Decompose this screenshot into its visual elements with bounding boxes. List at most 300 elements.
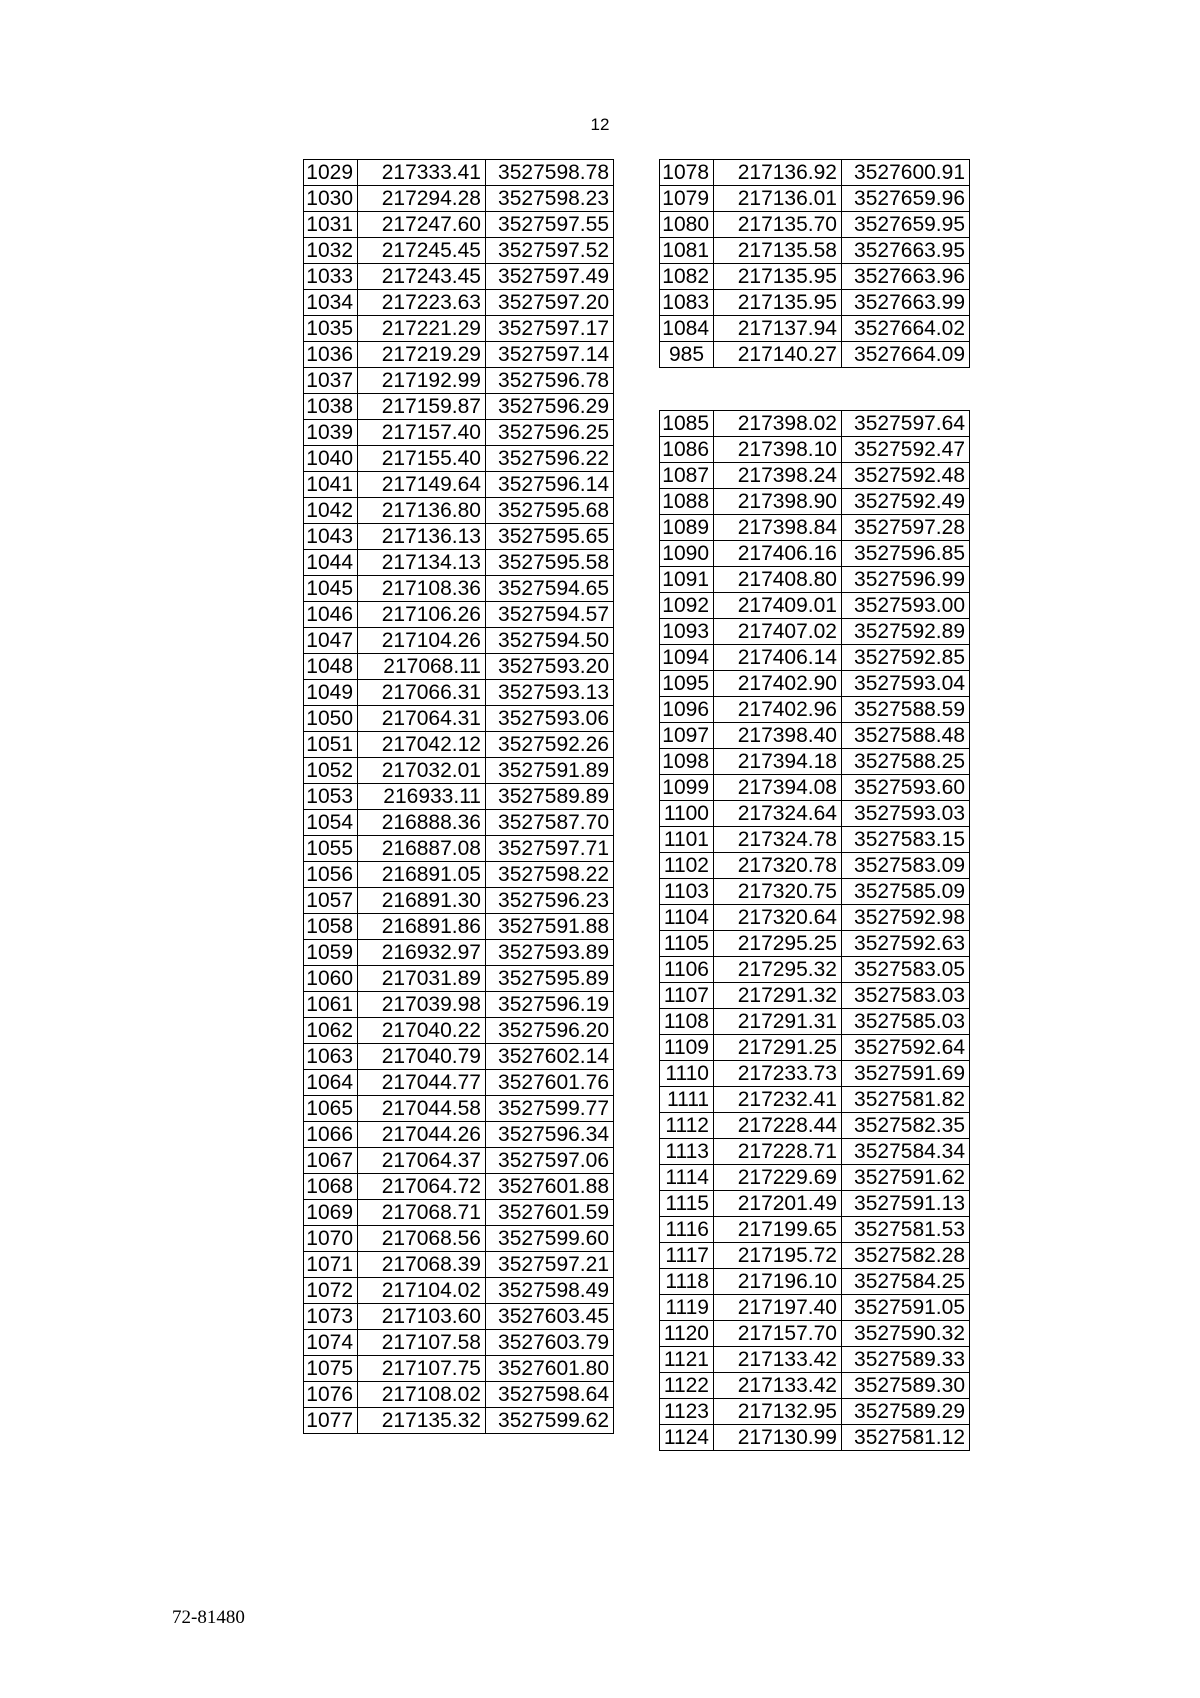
point-id-cell: 1032 [304, 238, 358, 264]
table-row [304, 1330, 614, 1356]
x-coordinate-cell: 217324.64 [714, 801, 842, 827]
point-id-cell: 1120 [660, 1321, 714, 1347]
x-coordinate-cell: 217064.72 [358, 1174, 486, 1200]
y-coordinate-cell: 3527599.60 [486, 1226, 614, 1252]
point-id-cell: 1034 [304, 290, 358, 316]
y-coordinate-cell: 3527592.49 [842, 489, 970, 515]
point-id-cell: 1033 [304, 264, 358, 290]
y-coordinate-cell: 3527593.03 [842, 801, 970, 827]
y-coordinate-cell: 3527588.25 [842, 749, 970, 775]
y-coordinate-cell: 3527601.76 [486, 1070, 614, 1096]
y-coordinate-cell: 3527584.25 [842, 1269, 970, 1295]
point-id-cell: 1060 [304, 966, 358, 992]
y-coordinate-cell: 3527583.09 [842, 853, 970, 879]
table-row [660, 1191, 970, 1217]
table-row [304, 394, 614, 420]
y-coordinate-cell: 3527587.70 [486, 810, 614, 836]
table-row [304, 472, 614, 498]
y-coordinate-cell: 3527596.23 [486, 888, 614, 914]
y-coordinate-cell: 3527598.78 [486, 160, 614, 186]
y-coordinate-cell: 3527594.50 [486, 628, 614, 654]
y-coordinate-cell: 3527589.29 [842, 1399, 970, 1425]
table-row [660, 1217, 970, 1243]
y-coordinate-cell: 3527598.64 [486, 1382, 614, 1408]
y-coordinate-cell: 3527663.99 [842, 290, 970, 316]
table-row [304, 940, 614, 966]
point-id-cell: 1029 [304, 160, 358, 186]
point-id-cell: 1117 [660, 1243, 714, 1269]
x-coordinate-cell: 217233.73 [714, 1061, 842, 1087]
y-coordinate-cell: 3527596.14 [486, 472, 614, 498]
table-row [304, 680, 614, 706]
point-id-cell: 1109 [660, 1035, 714, 1061]
point-id-cell: 1043 [304, 524, 358, 550]
table-row [304, 888, 614, 914]
y-coordinate-cell: 3527598.49 [486, 1278, 614, 1304]
y-coordinate-cell: 3527595.58 [486, 550, 614, 576]
y-coordinate-cell: 3527592.98 [842, 905, 970, 931]
y-coordinate-cell: 3527599.77 [486, 1096, 614, 1122]
point-id-cell: 1101 [660, 827, 714, 853]
point-id-cell: 1113 [660, 1139, 714, 1165]
table-row [304, 1096, 614, 1122]
coordinates-table-right-bottom [659, 410, 970, 1451]
x-coordinate-cell: 217135.95 [714, 264, 842, 290]
x-coordinate-cell: 217031.89 [358, 966, 486, 992]
y-coordinate-cell: 3527593.60 [842, 775, 970, 801]
x-coordinate-cell: 217149.64 [358, 472, 486, 498]
y-coordinate-cell: 3527593.89 [486, 940, 614, 966]
table-row [660, 238, 970, 264]
point-id-cell: 1107 [660, 983, 714, 1009]
y-coordinate-cell: 3527581.82 [842, 1087, 970, 1113]
point-id-cell: 1123 [660, 1399, 714, 1425]
table-row [660, 905, 970, 931]
point-id-cell: 1108 [660, 1009, 714, 1035]
table-row [304, 368, 614, 394]
point-id-cell: 1030 [304, 186, 358, 212]
x-coordinate-cell: 217135.95 [714, 290, 842, 316]
point-id-cell: 1095 [660, 671, 714, 697]
x-coordinate-cell: 217103.60 [358, 1304, 486, 1330]
point-id-cell: 1045 [304, 576, 358, 602]
y-coordinate-cell: 3527583.03 [842, 983, 970, 1009]
y-coordinate-cell: 3527596.99 [842, 567, 970, 593]
table-row [304, 1070, 614, 1096]
y-coordinate-cell: 3527590.32 [842, 1321, 970, 1347]
point-id-cell: 1037 [304, 368, 358, 394]
table-row [660, 1087, 970, 1113]
y-coordinate-cell: 3527598.22 [486, 862, 614, 888]
y-coordinate-cell: 3527597.06 [486, 1148, 614, 1174]
table-row [660, 775, 970, 801]
y-coordinate-cell: 3527591.62 [842, 1165, 970, 1191]
y-coordinate-cell: 3527593.06 [486, 706, 614, 732]
y-coordinate-cell: 3527596.20 [486, 1018, 614, 1044]
table-row [660, 1347, 970, 1373]
y-coordinate-cell: 3527599.62 [486, 1408, 614, 1434]
x-coordinate-cell: 217195.72 [714, 1243, 842, 1269]
x-coordinate-cell: 217398.40 [714, 723, 842, 749]
point-id-cell: 1083 [660, 290, 714, 316]
point-id-cell: 1047 [304, 628, 358, 654]
point-id-cell: 1061 [304, 992, 358, 1018]
point-id-cell: 1111 [660, 1087, 714, 1113]
table-row [304, 602, 614, 628]
y-coordinate-cell: 3527591.69 [842, 1061, 970, 1087]
x-coordinate-cell: 217135.32 [358, 1408, 486, 1434]
table-row [304, 160, 614, 186]
table-row [304, 628, 614, 654]
y-coordinate-cell: 3527592.89 [842, 619, 970, 645]
table-row [660, 1113, 970, 1139]
y-coordinate-cell: 3527596.29 [486, 394, 614, 420]
y-coordinate-cell: 3527600.91 [842, 160, 970, 186]
y-coordinate-cell: 3527601.88 [486, 1174, 614, 1200]
table-row [304, 1148, 614, 1174]
table-row [660, 567, 970, 593]
x-coordinate-cell: 217044.26 [358, 1122, 486, 1148]
point-id-cell: 1097 [660, 723, 714, 749]
x-coordinate-cell: 217136.01 [714, 186, 842, 212]
point-id-cell: 1116 [660, 1217, 714, 1243]
point-id-cell: 1082 [660, 264, 714, 290]
x-coordinate-cell: 217134.13 [358, 550, 486, 576]
point-id-cell: 1124 [660, 1425, 714, 1451]
point-id-cell: 1062 [304, 1018, 358, 1044]
y-coordinate-cell: 3527585.03 [842, 1009, 970, 1035]
x-coordinate-cell: 217228.44 [714, 1113, 842, 1139]
table-row [304, 992, 614, 1018]
point-id-cell: 1099 [660, 775, 714, 801]
x-coordinate-cell: 217135.70 [714, 212, 842, 238]
x-coordinate-cell: 217039.98 [358, 992, 486, 1018]
x-coordinate-cell: 217247.60 [358, 212, 486, 238]
table-row [304, 810, 614, 836]
point-id-cell: 1070 [304, 1226, 358, 1252]
y-coordinate-cell: 3527597.17 [486, 316, 614, 342]
point-id-cell: 1051 [304, 732, 358, 758]
table-row [660, 1425, 970, 1451]
table-row [304, 1226, 614, 1252]
point-id-cell: 1122 [660, 1373, 714, 1399]
point-id-cell: 1086 [660, 437, 714, 463]
x-coordinate-cell: 217409.01 [714, 593, 842, 619]
y-coordinate-cell: 3527594.57 [486, 602, 614, 628]
table-row [304, 420, 614, 446]
table-row [660, 1243, 970, 1269]
x-coordinate-cell: 217136.13 [358, 524, 486, 550]
y-coordinate-cell: 3527663.95 [842, 238, 970, 264]
x-coordinate-cell: 217044.77 [358, 1070, 486, 1096]
point-id-cell: 1080 [660, 212, 714, 238]
point-id-cell: 1064 [304, 1070, 358, 1096]
table-row [660, 1269, 970, 1295]
x-coordinate-cell: 217066.31 [358, 680, 486, 706]
table-row [660, 316, 970, 342]
table-row [660, 983, 970, 1009]
y-coordinate-cell: 3527594.65 [486, 576, 614, 602]
point-id-cell: 1110 [660, 1061, 714, 1087]
x-coordinate-cell: 217104.02 [358, 1278, 486, 1304]
x-coordinate-cell: 217042.12 [358, 732, 486, 758]
table-row [304, 862, 614, 888]
x-coordinate-cell: 217136.92 [714, 160, 842, 186]
x-coordinate-cell: 217398.84 [714, 515, 842, 541]
table-row [304, 342, 614, 368]
x-coordinate-cell: 217157.70 [714, 1321, 842, 1347]
table-row [660, 186, 970, 212]
x-coordinate-cell: 217199.65 [714, 1217, 842, 1243]
y-coordinate-cell: 3527593.20 [486, 654, 614, 680]
x-coordinate-cell: 217291.32 [714, 983, 842, 1009]
x-coordinate-cell: 217133.42 [714, 1373, 842, 1399]
table-row [304, 732, 614, 758]
table-row [660, 411, 970, 437]
table-row [660, 749, 970, 775]
document-code: 72-81480 [172, 1607, 245, 1628]
x-coordinate-cell: 217106.26 [358, 602, 486, 628]
x-coordinate-cell: 217132.95 [714, 1399, 842, 1425]
y-coordinate-cell: 3527583.15 [842, 827, 970, 853]
table-row [660, 723, 970, 749]
y-coordinate-cell: 3527582.35 [842, 1113, 970, 1139]
point-id-cell: 1104 [660, 905, 714, 931]
y-coordinate-cell: 3527664.02 [842, 316, 970, 342]
table-row [304, 1122, 614, 1148]
y-coordinate-cell: 3527584.34 [842, 1139, 970, 1165]
point-id-cell: 1042 [304, 498, 358, 524]
point-id-cell: 1058 [304, 914, 358, 940]
table-row [304, 706, 614, 732]
table-row [304, 654, 614, 680]
x-coordinate-cell: 217064.37 [358, 1148, 486, 1174]
point-id-cell: 1031 [304, 212, 358, 238]
y-coordinate-cell: 3527596.25 [486, 420, 614, 446]
y-coordinate-cell: 3527588.59 [842, 697, 970, 723]
y-coordinate-cell: 3527596.34 [486, 1122, 614, 1148]
x-coordinate-cell: 217228.71 [714, 1139, 842, 1165]
point-id-cell: 1073 [304, 1304, 358, 1330]
point-id-cell: 1068 [304, 1174, 358, 1200]
point-id-cell: 1054 [304, 810, 358, 836]
point-id-cell: 1081 [660, 238, 714, 264]
table-row [304, 1252, 614, 1278]
point-id-cell: 1091 [660, 567, 714, 593]
y-coordinate-cell: 3527602.14 [486, 1044, 614, 1070]
point-id-cell: 1102 [660, 853, 714, 879]
table-row [304, 446, 614, 472]
point-id-cell: 1092 [660, 593, 714, 619]
x-coordinate-cell: 217406.14 [714, 645, 842, 671]
y-coordinate-cell: 3527582.28 [842, 1243, 970, 1269]
page-number: 12 [590, 115, 610, 134]
x-coordinate-cell: 216891.86 [358, 914, 486, 940]
point-id-cell: 1087 [660, 463, 714, 489]
point-id-cell: 1075 [304, 1356, 358, 1382]
x-coordinate-cell: 217133.42 [714, 1347, 842, 1373]
point-id-cell: 1048 [304, 654, 358, 680]
x-coordinate-cell: 217294.28 [358, 186, 486, 212]
table-row [660, 671, 970, 697]
table-row [304, 836, 614, 862]
point-id-cell: 1057 [304, 888, 358, 914]
x-coordinate-cell: 217398.02 [714, 411, 842, 437]
table-row [304, 758, 614, 784]
x-coordinate-cell: 217394.08 [714, 775, 842, 801]
y-coordinate-cell: 3527597.64 [842, 411, 970, 437]
x-coordinate-cell: 216932.97 [358, 940, 486, 966]
x-coordinate-cell: 217243.45 [358, 264, 486, 290]
point-id-cell: 1094 [660, 645, 714, 671]
y-coordinate-cell: 3527596.19 [486, 992, 614, 1018]
y-coordinate-cell: 3527593.04 [842, 671, 970, 697]
y-coordinate-cell: 3527592.64 [842, 1035, 970, 1061]
y-coordinate-cell: 3527603.79 [486, 1330, 614, 1356]
y-coordinate-cell: 3527664.09 [842, 342, 970, 368]
point-id-cell: 1035 [304, 316, 358, 342]
x-coordinate-cell: 217157.40 [358, 420, 486, 446]
table-row [660, 619, 970, 645]
x-coordinate-cell: 217104.26 [358, 628, 486, 654]
x-coordinate-cell: 217130.99 [714, 1425, 842, 1451]
point-id-cell: 1079 [660, 186, 714, 212]
x-coordinate-cell: 217407.02 [714, 619, 842, 645]
table-row [660, 1373, 970, 1399]
point-id-cell: 1100 [660, 801, 714, 827]
x-coordinate-cell: 217245.45 [358, 238, 486, 264]
y-coordinate-cell: 3527597.28 [842, 515, 970, 541]
y-coordinate-cell: 3527601.59 [486, 1200, 614, 1226]
table-row [660, 593, 970, 619]
table-row [304, 290, 614, 316]
x-coordinate-cell: 217068.11 [358, 654, 486, 680]
y-coordinate-cell: 3527592.63 [842, 931, 970, 957]
point-id-cell: 1049 [304, 680, 358, 706]
table-row [304, 1304, 614, 1330]
point-id-cell: 1074 [304, 1330, 358, 1356]
point-id-cell: 1105 [660, 931, 714, 957]
table-row [660, 515, 970, 541]
table-row [304, 1200, 614, 1226]
point-id-cell: 1050 [304, 706, 358, 732]
point-id-cell: 1096 [660, 697, 714, 723]
x-coordinate-cell: 217229.69 [714, 1165, 842, 1191]
x-coordinate-cell: 217196.10 [714, 1269, 842, 1295]
y-coordinate-cell: 3527596.22 [486, 446, 614, 472]
y-coordinate-cell: 3527597.21 [486, 1252, 614, 1278]
x-coordinate-cell: 217107.75 [358, 1356, 486, 1382]
point-id-cell: 1088 [660, 489, 714, 515]
table-row [304, 576, 614, 602]
point-id-cell: 1071 [304, 1252, 358, 1278]
y-coordinate-cell: 3527583.05 [842, 957, 970, 983]
x-coordinate-cell: 217320.75 [714, 879, 842, 905]
y-coordinate-cell: 3527597.14 [486, 342, 614, 368]
table-row [660, 1139, 970, 1165]
y-coordinate-cell: 3527597.71 [486, 836, 614, 862]
table-row [304, 498, 614, 524]
y-coordinate-cell: 3527603.45 [486, 1304, 614, 1330]
point-id-cell: 1041 [304, 472, 358, 498]
x-coordinate-cell: 217192.99 [358, 368, 486, 394]
point-id-cell: 1036 [304, 342, 358, 368]
y-coordinate-cell: 3527592.48 [842, 463, 970, 489]
x-coordinate-cell: 217398.10 [714, 437, 842, 463]
x-coordinate-cell: 217159.87 [358, 394, 486, 420]
x-coordinate-cell: 216891.05 [358, 862, 486, 888]
coordinates-table-left [303, 159, 614, 1434]
x-coordinate-cell: 217232.41 [714, 1087, 842, 1113]
point-id-cell: 1119 [660, 1295, 714, 1321]
x-coordinate-cell: 217324.78 [714, 827, 842, 853]
table-row [304, 264, 614, 290]
point-id-cell: 1084 [660, 316, 714, 342]
point-id-cell: 1063 [304, 1044, 358, 1070]
table-row [660, 957, 970, 983]
table-row [660, 1035, 970, 1061]
table-row [304, 316, 614, 342]
y-coordinate-cell: 3527581.12 [842, 1425, 970, 1451]
point-id-cell: 1085 [660, 411, 714, 437]
x-coordinate-cell: 217136.80 [358, 498, 486, 524]
x-coordinate-cell: 217398.24 [714, 463, 842, 489]
x-coordinate-cell: 217201.49 [714, 1191, 842, 1217]
table-row [304, 1174, 614, 1200]
table-row [660, 697, 970, 723]
x-coordinate-cell: 217137.94 [714, 316, 842, 342]
point-id-cell: 1038 [304, 394, 358, 420]
table-row [660, 853, 970, 879]
x-coordinate-cell: 217320.64 [714, 905, 842, 931]
table-row [660, 541, 970, 567]
y-coordinate-cell: 3527593.00 [842, 593, 970, 619]
point-id-cell: 1067 [304, 1148, 358, 1174]
x-coordinate-cell: 217219.29 [358, 342, 486, 368]
y-coordinate-cell: 3527598.23 [486, 186, 614, 212]
y-coordinate-cell: 3527581.53 [842, 1217, 970, 1243]
x-coordinate-cell: 217406.16 [714, 541, 842, 567]
y-coordinate-cell: 3527595.89 [486, 966, 614, 992]
table-row [660, 489, 970, 515]
x-coordinate-cell: 217408.80 [714, 567, 842, 593]
x-coordinate-cell: 217333.41 [358, 160, 486, 186]
y-coordinate-cell: 3527596.78 [486, 368, 614, 394]
y-coordinate-cell: 3527591.89 [486, 758, 614, 784]
table-row [660, 931, 970, 957]
table-row [660, 1061, 970, 1087]
table-row [660, 264, 970, 290]
table-row [304, 186, 614, 212]
x-coordinate-cell: 217398.90 [714, 489, 842, 515]
table-row [660, 1295, 970, 1321]
x-coordinate-cell: 216887.08 [358, 836, 486, 862]
coordinates-table-right-top [659, 159, 970, 368]
y-coordinate-cell: 3527659.96 [842, 186, 970, 212]
x-coordinate-cell: 217402.90 [714, 671, 842, 697]
y-coordinate-cell: 3527663.96 [842, 264, 970, 290]
point-id-cell: 1055 [304, 836, 358, 862]
x-coordinate-cell: 217402.96 [714, 697, 842, 723]
table-row [660, 1321, 970, 1347]
point-id-cell: 1052 [304, 758, 358, 784]
point-id-cell: 1044 [304, 550, 358, 576]
x-coordinate-cell: 217068.71 [358, 1200, 486, 1226]
point-id-cell: 1103 [660, 879, 714, 905]
table-row [660, 463, 970, 489]
y-coordinate-cell: 3527593.13 [486, 680, 614, 706]
point-id-cell: 1090 [660, 541, 714, 567]
